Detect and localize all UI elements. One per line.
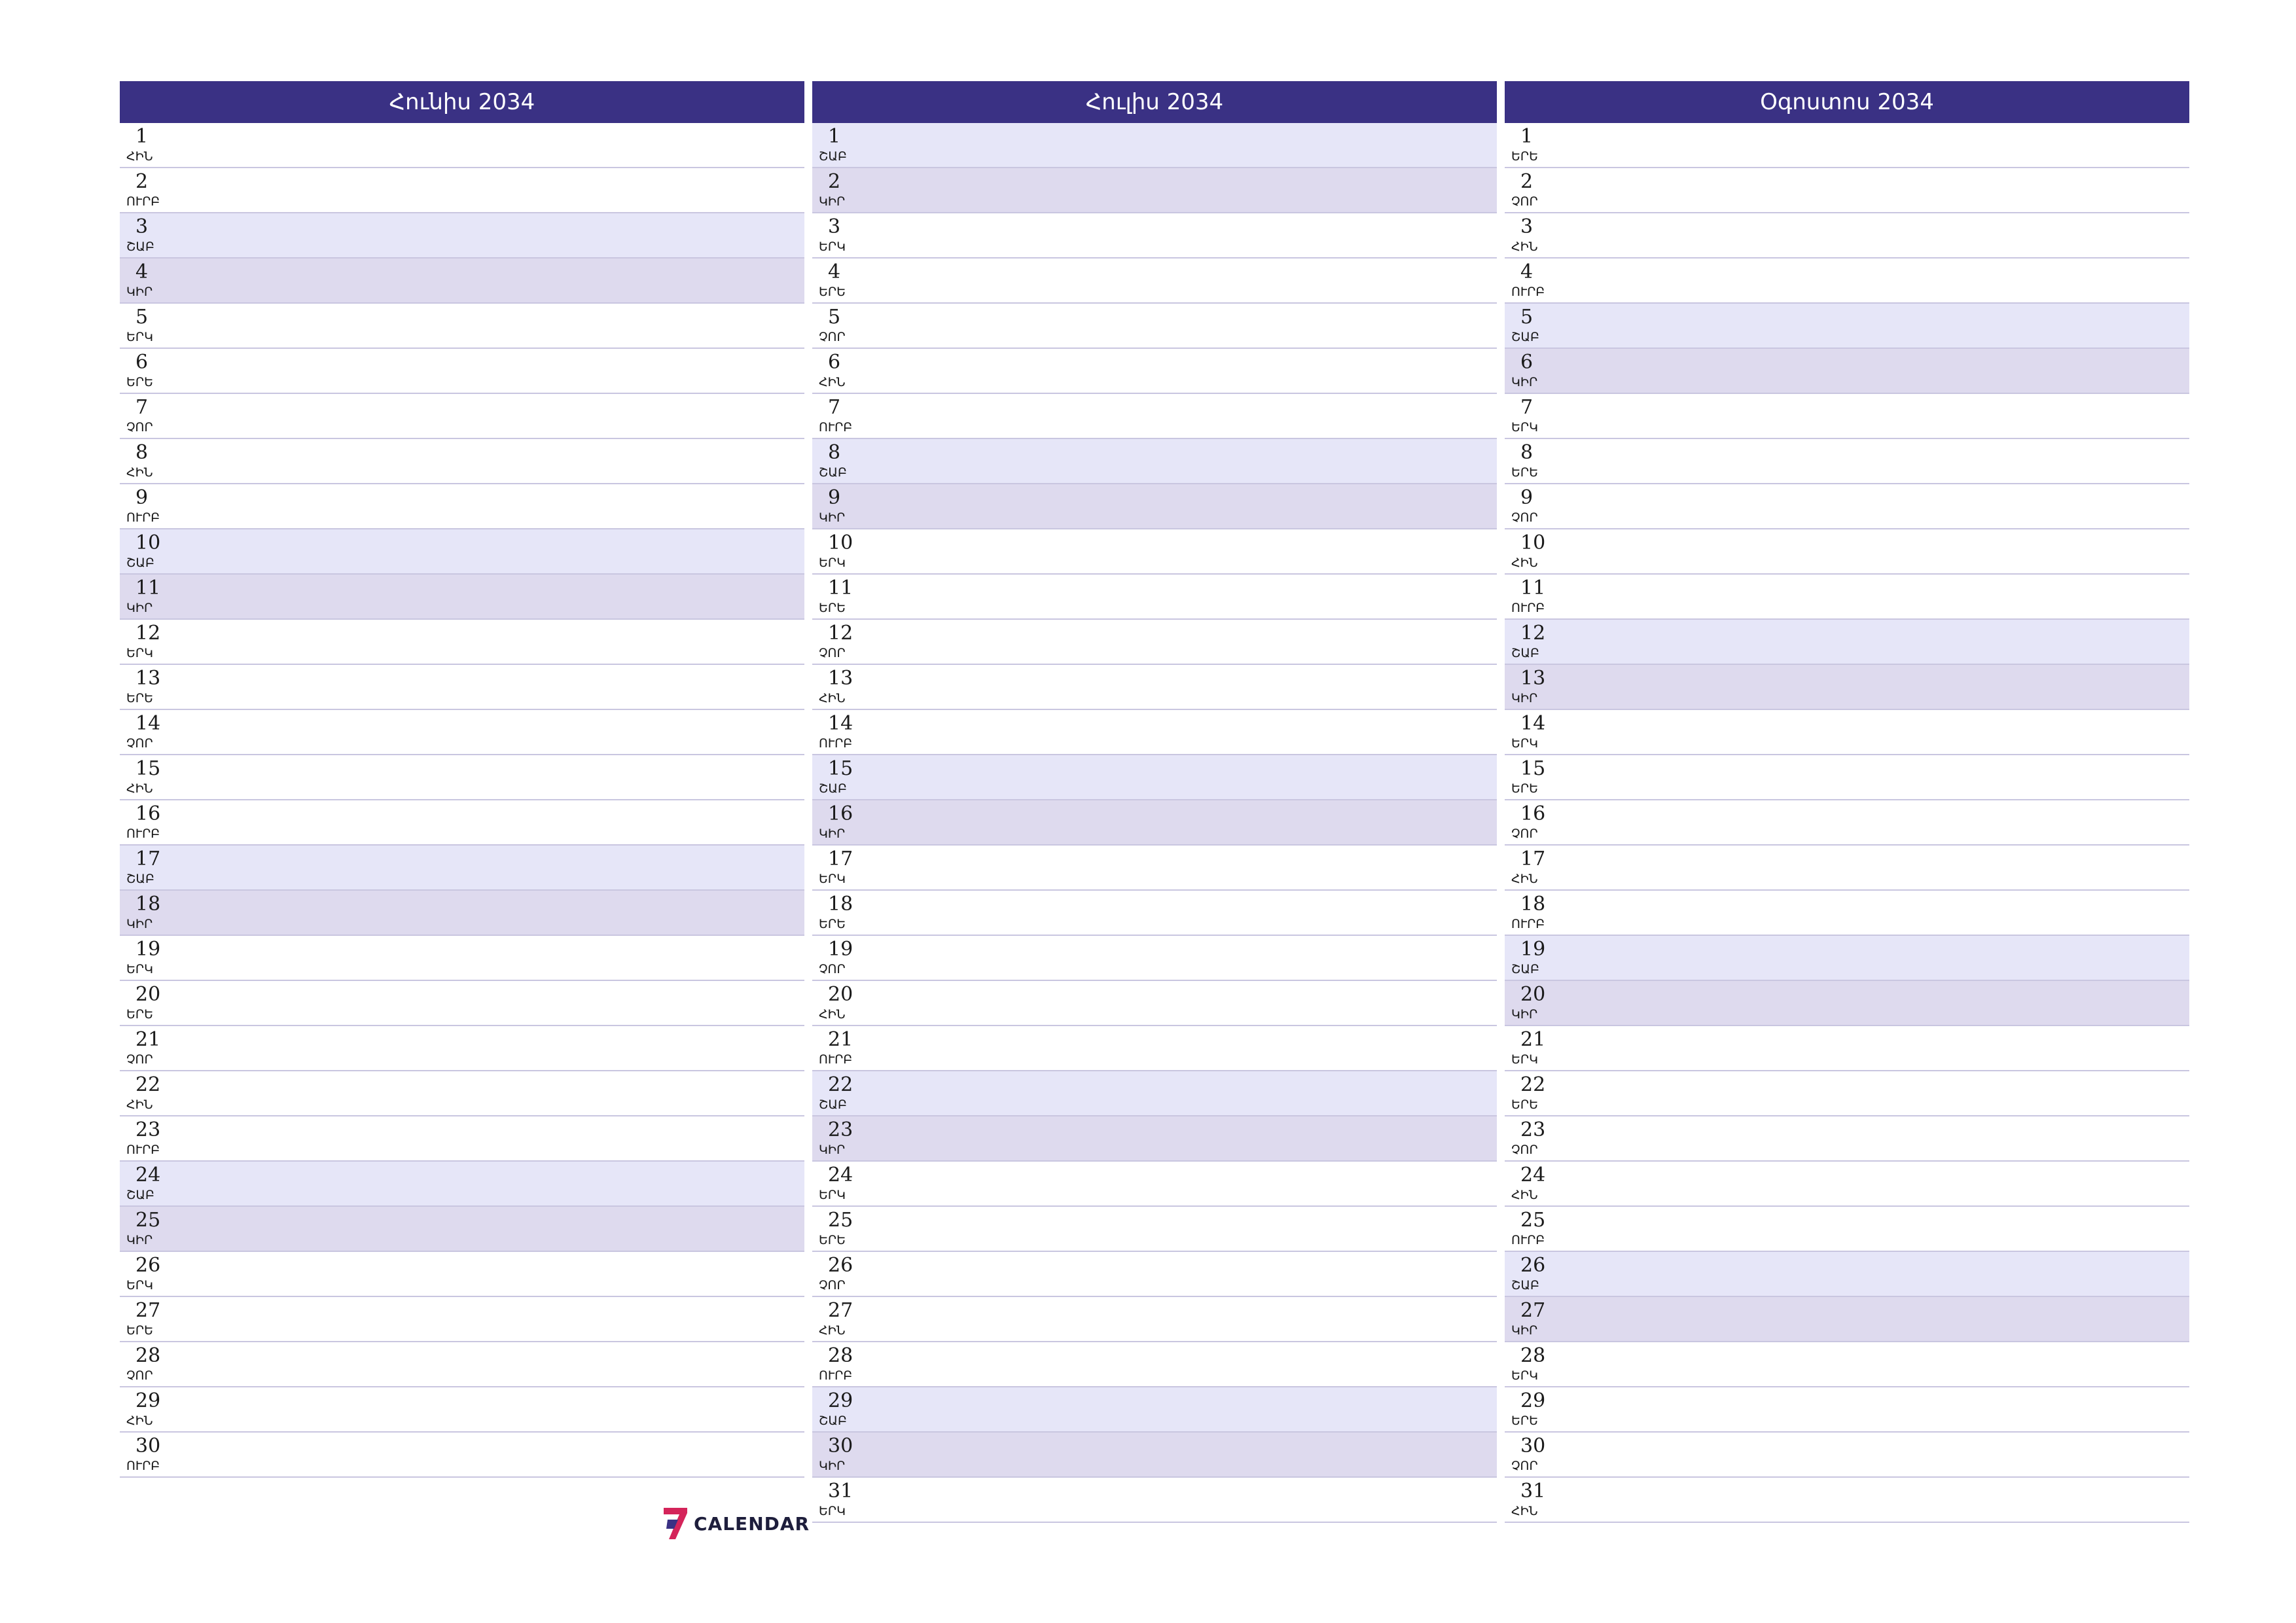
weekday-name: ԵՐԵ: [1511, 465, 1538, 480]
day-row: [1505, 484, 2189, 529]
weekday-name: ԿԻՐ: [819, 194, 846, 209]
weekday-name: ՉՈՐ: [1511, 1459, 1538, 1473]
month-header: [812, 81, 1497, 123]
day-number: 27: [135, 1299, 161, 1322]
day-row: [1505, 1252, 2189, 1297]
weekday-name: ՈՒՐԲ: [126, 194, 160, 209]
day-number: 10: [828, 531, 853, 554]
weekday-name: ՉՈՐ: [1511, 510, 1538, 525]
day-number: 25: [828, 1209, 853, 1232]
day-row: [1505, 1071, 2189, 1116]
day-row: [812, 394, 1497, 439]
weekday-name: ԵՐԵ: [1511, 781, 1538, 796]
day-number: 8: [828, 441, 841, 464]
day-number: 12: [135, 622, 161, 645]
day-row: [812, 981, 1497, 1026]
day-number: 11: [1520, 577, 1546, 599]
day-row: [120, 981, 804, 1026]
day-row: [812, 1252, 1497, 1297]
day-row: [812, 213, 1497, 259]
weekday-name: ԵՐԵ: [819, 601, 846, 615]
day-number: 16: [828, 802, 853, 825]
day-number: 21: [135, 1028, 161, 1051]
day-row: [1505, 259, 2189, 304]
day-number: 6: [135, 351, 149, 374]
weekday-name: ԵՐԿ: [126, 1278, 153, 1293]
day-number: 26: [135, 1254, 161, 1277]
day-row: [120, 1026, 804, 1071]
day-row: [812, 439, 1497, 484]
day-row: [120, 665, 804, 710]
day-number: 13: [828, 667, 853, 690]
day-row: [1505, 1387, 2189, 1433]
weekday-name: ԿԻՐ: [1511, 691, 1538, 705]
day-number: 15: [1520, 757, 1546, 780]
weekday-name: ԵՐԿ: [819, 556, 846, 570]
weekday-name: ԵՐԵ: [1511, 1097, 1538, 1112]
weekday-name: ԿԻՐ: [819, 827, 846, 841]
day-row: [120, 439, 804, 484]
month-title: Օգոստոս 2034: [1760, 89, 1934, 115]
day-row: [120, 1252, 804, 1297]
weekday-name: ՀԻՆ: [126, 1097, 153, 1112]
weekday-name: ՈՒՐԲ: [819, 420, 853, 435]
day-row: [812, 168, 1497, 213]
day-number: 21: [1520, 1028, 1546, 1051]
day-row: [120, 710, 804, 755]
weekday-name: ՇԱԲ: [126, 556, 154, 570]
day-number: 3: [1520, 215, 1534, 238]
weekday-name: ՉՈՐ: [126, 736, 153, 751]
day-number: 23: [828, 1118, 853, 1141]
day-number: 7: [1520, 396, 1534, 419]
day-number: 24: [135, 1164, 161, 1186]
weekday-name: ԵՐԿ: [1511, 1052, 1538, 1067]
day-number: 25: [135, 1209, 161, 1232]
day-row: [120, 891, 804, 936]
day-row: [120, 304, 804, 349]
weekday-name: ՉՈՐ: [819, 962, 846, 976]
day-row: [120, 484, 804, 529]
weekday-name: ԵՐԿ: [819, 1188, 846, 1202]
day-number: 18: [1520, 893, 1546, 916]
day-row: [1505, 1026, 2189, 1071]
day-row: [812, 1387, 1497, 1433]
weekday-name: ԵՐԿ: [126, 646, 153, 660]
day-number: 14: [135, 712, 161, 735]
day-row: [1505, 213, 2189, 259]
day-number: 7: [135, 396, 149, 419]
month-title: Հուլիս 2034: [1085, 89, 1224, 115]
day-row: [812, 846, 1497, 891]
day-number: 26: [828, 1254, 853, 1277]
day-row: [120, 1116, 804, 1162]
day-number: 7: [828, 396, 841, 419]
weekday-name: ԵՐԵ: [126, 1007, 153, 1022]
weekday-name: ՈՒՐԲ: [819, 1368, 853, 1383]
day-number: 21: [828, 1028, 853, 1051]
day-number: 11: [828, 577, 853, 599]
weekday-name: ՉՈՐ: [819, 646, 846, 660]
day-row: [1505, 1478, 2189, 1523]
day-row: [812, 529, 1497, 575]
day-row: [120, 1387, 804, 1433]
weekday-name: ՈՒՐԲ: [1511, 917, 1545, 931]
weekday-name: ԵՐԿ: [819, 240, 846, 254]
day-number: 31: [828, 1480, 853, 1503]
day-row: [812, 349, 1497, 394]
weekday-name: ՈՒՐԲ: [819, 736, 853, 751]
day-row: [120, 1162, 804, 1207]
day-row: [812, 1342, 1497, 1387]
weekday-name: ԵՐԵ: [1511, 149, 1538, 164]
weekday-name: ՈՒՐԲ: [126, 510, 160, 525]
weekday-name: ՇԱԲ: [819, 149, 847, 164]
day-number: 1: [828, 125, 841, 148]
day-number: 15: [135, 757, 161, 780]
day-row: [812, 1071, 1497, 1116]
day-row: [120, 1297, 804, 1342]
day-number: 3: [828, 215, 841, 238]
day-number: 28: [135, 1344, 161, 1367]
day-row: [1505, 1297, 2189, 1342]
weekday-name: ՈՒՐԲ: [126, 1459, 160, 1473]
day-row: [1505, 439, 2189, 484]
weekday-name: ՇԱԲ: [819, 1414, 847, 1428]
weekday-name: ԿԻՐ: [126, 601, 153, 615]
weekday-name: ԵՐԵ: [819, 285, 846, 299]
day-row: [812, 891, 1497, 936]
day-row: [120, 1071, 804, 1116]
day-number: 2: [828, 170, 841, 193]
day-number: 20: [828, 983, 853, 1006]
day-row: [812, 1116, 1497, 1162]
day-number: 30: [828, 1435, 853, 1457]
weekday-name: ՀԻՆ: [126, 781, 153, 796]
day-row: [1505, 1116, 2189, 1162]
day-number: 14: [828, 712, 853, 735]
weekday-name: ՉՈՐ: [126, 1368, 153, 1383]
weekday-name: ԵՐԿ: [1511, 1368, 1538, 1383]
day-row: [120, 168, 804, 213]
day-row: [1505, 123, 2189, 168]
day-number: 10: [135, 531, 161, 554]
month-column-july: [812, 81, 1497, 1523]
weekday-name: ԵՐԵ: [126, 691, 153, 705]
day-row: [120, 1207, 804, 1252]
weekday-name: ՇԱԲ: [126, 1188, 154, 1202]
weekday-name: ՉՈՐ: [126, 1052, 153, 1067]
weekday-name: ԿԻՐ: [1511, 1007, 1538, 1022]
day-number: 27: [1520, 1299, 1546, 1322]
month-header: [1505, 81, 2189, 123]
day-number: 26: [1520, 1254, 1546, 1277]
weekday-name: ԿԻՐ: [819, 510, 846, 525]
weekday-name: ՉՈՐ: [1511, 827, 1538, 841]
day-number: 29: [135, 1389, 161, 1412]
day-row: [812, 304, 1497, 349]
day-number: 31: [1520, 1480, 1546, 1503]
day-number: 2: [135, 170, 149, 193]
day-row: [812, 484, 1497, 529]
weekday-name: ՈՒՐԲ: [126, 1143, 160, 1157]
weekday-name: ՀԻՆ: [1511, 872, 1538, 886]
weekday-name: ՉՈՐ: [819, 330, 846, 344]
day-number: 20: [1520, 983, 1546, 1006]
day-number: 10: [1520, 531, 1546, 554]
weekday-name: ՀԻՆ: [126, 1414, 153, 1428]
day-row: [812, 800, 1497, 846]
day-number: 8: [135, 441, 149, 464]
day-number: 28: [1520, 1344, 1546, 1367]
day-number: 5: [828, 306, 841, 329]
day-number: 15: [828, 757, 853, 780]
day-row: [1505, 755, 2189, 800]
day-row: [1505, 394, 2189, 439]
day-number: 11: [135, 577, 161, 599]
weekday-name: ԵՐԿ: [1511, 736, 1538, 751]
day-row: [1505, 620, 2189, 665]
weekday-name: ՉՈՐ: [1511, 194, 1538, 209]
day-number: 14: [1520, 712, 1546, 735]
weekday-name: ՀԻՆ: [126, 149, 153, 164]
day-row: [1505, 936, 2189, 981]
weekday-name: ՇԱԲ: [1511, 1278, 1539, 1293]
day-row: [1505, 304, 2189, 349]
day-row: [812, 710, 1497, 755]
day-number: 4: [1520, 260, 1534, 283]
day-number: 5: [135, 306, 149, 329]
day-row: [120, 575, 804, 620]
day-number: 23: [135, 1118, 161, 1141]
weekday-name: ԵՐԵ: [819, 917, 846, 931]
day-row: [812, 755, 1497, 800]
day-row: [812, 665, 1497, 710]
day-row: [120, 259, 804, 304]
weekday-name: ՈՒՐԲ: [1511, 1233, 1545, 1247]
weekday-name: ԿԻՐ: [1511, 375, 1538, 389]
day-number: 30: [1520, 1435, 1546, 1457]
weekday-name: ՀԻՆ: [1511, 240, 1538, 254]
weekday-name: ԵՐԿ: [819, 1504, 846, 1518]
day-number: 19: [1520, 938, 1546, 961]
day-number: 16: [1520, 802, 1546, 825]
weekday-name: ՀԻՆ: [819, 691, 846, 705]
day-row: [1505, 800, 2189, 846]
day-row: [812, 1478, 1497, 1523]
month-column-june: [120, 81, 804, 1478]
weekday-name: ՀԻՆ: [819, 1323, 846, 1338]
day-number: 12: [828, 622, 853, 645]
seven-logo-icon: [661, 1505, 690, 1542]
day-row: [120, 213, 804, 259]
day-number: 8: [1520, 441, 1534, 464]
day-row: [812, 1433, 1497, 1478]
month-header: [120, 81, 804, 123]
weekday-name: ԵՐԿ: [1511, 420, 1538, 435]
weekday-name: ՀԻՆ: [1511, 1188, 1538, 1202]
day-row: [1505, 1433, 2189, 1478]
day-number: 9: [135, 486, 149, 509]
day-number: 24: [1520, 1164, 1546, 1186]
day-row: [812, 620, 1497, 665]
weekday-name: ՈՒՐԲ: [126, 827, 160, 841]
weekday-name: ՇԱԲ: [1511, 962, 1539, 976]
day-row: [120, 123, 804, 168]
day-row: [120, 800, 804, 846]
day-number: 22: [1520, 1073, 1546, 1096]
day-row: [812, 259, 1497, 304]
weekday-name: ՇԱԲ: [126, 240, 154, 254]
day-number: 6: [828, 351, 841, 374]
day-number: 27: [828, 1299, 853, 1322]
weekday-name: ԿԻՐ: [1511, 1323, 1538, 1338]
day-number: 22: [828, 1073, 853, 1096]
day-number: 13: [135, 667, 161, 690]
day-row: [120, 529, 804, 575]
day-number: 4: [135, 260, 149, 283]
day-number: 1: [1520, 125, 1534, 148]
weekday-name: ՈՒՐԲ: [1511, 285, 1545, 299]
weekday-name: ՇԱԲ: [819, 465, 847, 480]
day-number: 30: [135, 1435, 161, 1457]
weekday-name: ԵՐԵ: [126, 1323, 153, 1338]
weekday-name: ՇԱԲ: [126, 872, 154, 886]
day-number: 9: [1520, 486, 1534, 509]
day-number: 19: [828, 938, 853, 961]
day-row: [812, 1297, 1497, 1342]
weekday-name: ԵՐԿ: [126, 962, 153, 976]
day-row: [1505, 529, 2189, 575]
weekday-name: ԿԻՐ: [126, 285, 153, 299]
weekday-name: ՇԱԲ: [819, 781, 847, 796]
day-number: 5: [1520, 306, 1534, 329]
day-row: [120, 1433, 804, 1478]
weekday-name: ԿԻՐ: [819, 1143, 846, 1157]
day-number: 18: [828, 893, 853, 916]
weekday-name: ՈՒՐԲ: [819, 1052, 853, 1067]
weekday-name: ԿԻՐ: [126, 1233, 153, 1247]
weekday-name: ՇԱԲ: [1511, 646, 1539, 660]
day-number: 29: [1520, 1389, 1546, 1412]
weekday-name: ԵՐԵ: [819, 1233, 846, 1247]
day-row: [120, 936, 804, 981]
day-number: 3: [135, 215, 149, 238]
day-number: 9: [828, 486, 841, 509]
day-row: [812, 575, 1497, 620]
weekday-name: ԵՐԿ: [126, 330, 153, 344]
day-row: [1505, 981, 2189, 1026]
day-row: [812, 1207, 1497, 1252]
day-number: 17: [828, 847, 853, 870]
month-title: Հունիս 2034: [389, 89, 535, 115]
day-row: [1505, 846, 2189, 891]
weekday-name: ԿԻՐ: [126, 917, 153, 931]
logo-text: CALENDAR: [694, 1512, 810, 1535]
day-row: [120, 349, 804, 394]
day-row: [120, 620, 804, 665]
weekday-name: ՉՈՐ: [1511, 1143, 1538, 1157]
day-row: [1505, 710, 2189, 755]
weekday-name: ԵՐԵ: [126, 375, 153, 389]
weekday-name: ԵՐԵ: [1511, 1414, 1538, 1428]
day-number: 1: [135, 125, 149, 148]
weekday-name: ՇԱԲ: [1511, 330, 1539, 344]
day-row: [1505, 891, 2189, 936]
day-number: 17: [1520, 847, 1546, 870]
day-row: [812, 1162, 1497, 1207]
weekday-name: ՀԻՆ: [126, 465, 153, 480]
day-number: 22: [135, 1073, 161, 1096]
day-row: [812, 936, 1497, 981]
day-number: 28: [828, 1344, 853, 1367]
weekday-name: ՇԱԲ: [819, 1097, 847, 1112]
day-row: [812, 1026, 1497, 1071]
weekday-name: ՀԻՆ: [819, 375, 846, 389]
day-number: 4: [828, 260, 841, 283]
weekday-name: ՀԻՆ: [1511, 556, 1538, 570]
day-row: [1505, 349, 2189, 394]
day-row: [1505, 168, 2189, 213]
day-row: [120, 755, 804, 800]
weekday-name: ՀԻՆ: [1511, 1504, 1538, 1518]
weekday-name: ՈՒՐԲ: [1511, 601, 1545, 615]
month-column-august: [1505, 81, 2189, 1523]
day-number: 23: [1520, 1118, 1546, 1141]
weekday-name: ՀԻՆ: [819, 1007, 846, 1022]
day-row: [120, 394, 804, 439]
day-number: 12: [1520, 622, 1546, 645]
day-number: 25: [1520, 1209, 1546, 1232]
day-row: [812, 123, 1497, 168]
day-number: 2: [1520, 170, 1534, 193]
day-number: 16: [135, 802, 161, 825]
day-number: 17: [135, 847, 161, 870]
day-number: 29: [828, 1389, 853, 1412]
day-row: [1505, 575, 2189, 620]
day-row: [1505, 1342, 2189, 1387]
weekday-name: ԵՐԿ: [819, 872, 846, 886]
day-row: [120, 846, 804, 891]
weekday-name: ԿԻՐ: [819, 1459, 846, 1473]
day-number: 6: [1520, 351, 1534, 374]
brand-logo: [661, 1505, 810, 1542]
day-number: 24: [828, 1164, 853, 1186]
day-row: [120, 1342, 804, 1387]
day-row: [1505, 1162, 2189, 1207]
day-number: 19: [135, 938, 161, 961]
day-number: 20: [135, 983, 161, 1006]
day-number: 18: [135, 893, 161, 916]
day-row: [1505, 665, 2189, 710]
day-row: [1505, 1207, 2189, 1252]
weekday-name: ՉՈՐ: [126, 420, 153, 435]
weekday-name: ՉՈՐ: [819, 1278, 846, 1293]
day-number: 13: [1520, 667, 1546, 690]
